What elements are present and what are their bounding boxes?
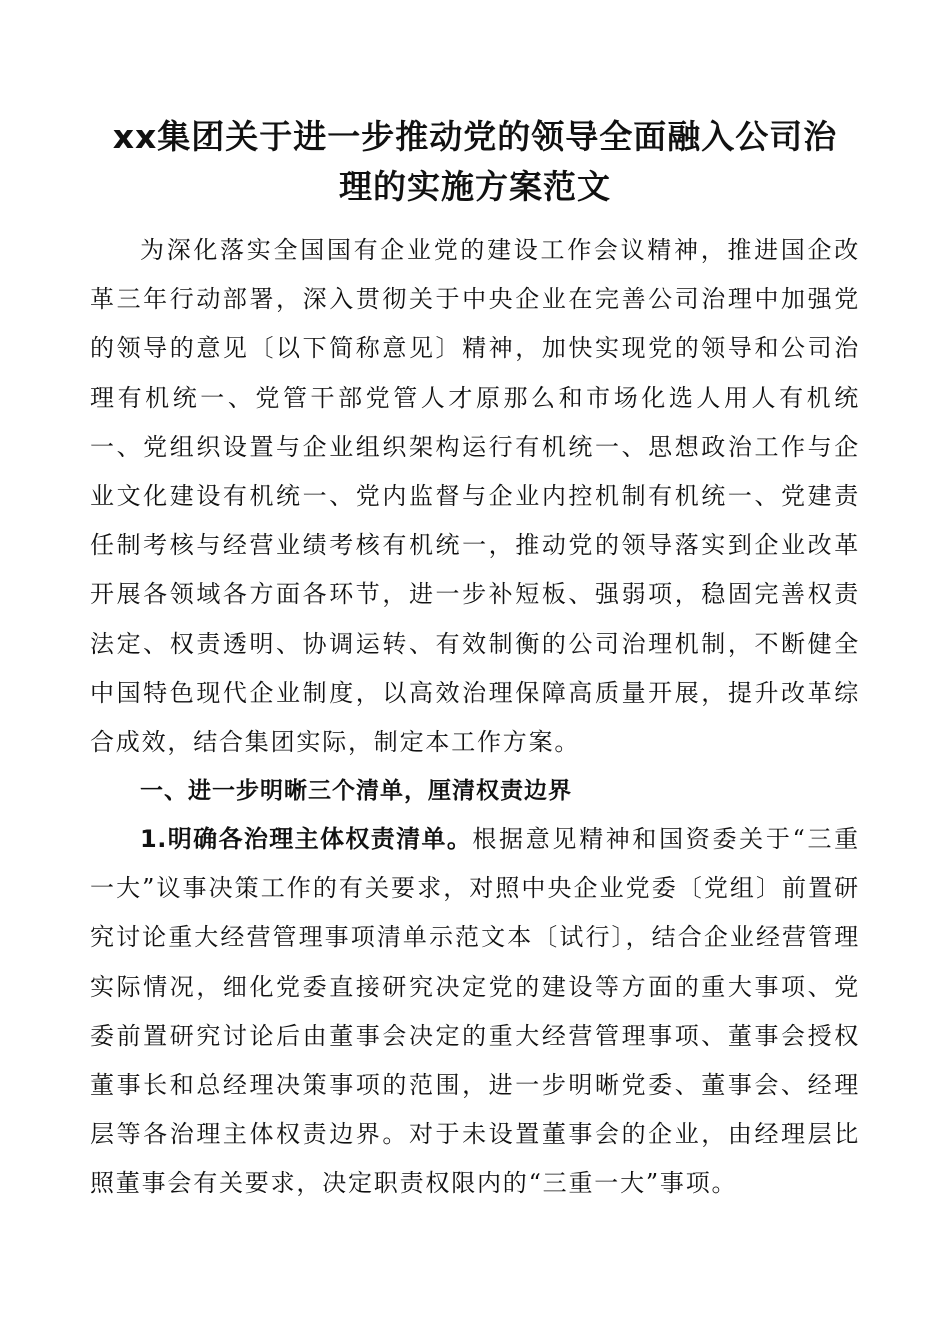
item-1-lead: 1.明确各治理主体权责清单。 [140,825,473,853]
intro-paragraph: 为深化落实全国国有企业党的建设工作会议精神，推进国企改革三年行动部署，深入贯彻关于中央企业在完善公司治理中加强党的领导的意见〔以下简称意见〕精神，加快实现党的领导和公司治理有机统一、党管干部党管人才原那么和市场化选人用人有机统一、党组织设置与企业组织架构运行有机统一、思想政治工作与企业文化建设有机统一、党内监督与企业内控机制有机统一、党建责任制考核与经营业绩考核有机统一，推动党的领导落实到企业改革开展各领域各方面各环节，进一步补短板、强弱项，稳固完善权责法定、权责透明、协调运转、有效制衡的公司治理机制，不断健全中国特色现代企业制度，以高效治理保障高质量开展，提升改革综合成效，结合集团实际，制定本工作方案。 [90,236,860,757]
section-heading-1: 一、进一步明晰三个清单，厘清权责边界 [140,778,572,804]
document-title: xx集团关于进一步推动党的领导全面融入公司治理的实施方案范文 [112,117,838,206]
section-1-item-1-paragraph [90,815,860,1209]
item-1-text: 根据意见精神和国资委关于“三重一大”议事决策工作的有关要求，对照中央企业党委〔党组〕前置研究讨论重大经营管理事项清单示范文本〔试行〕，结合企业经营管理实际情况，细化党委直接研究决定党的建设等方面的重大事项、党委前置研究讨论后由董事会决定的重大经营管理事项、董事会授权董事长和总经理决策事项的范围，进一步明晰党委、董事会、经理层等各治理主体权责边界。对于未设置董事会的企业，由经理层比照董事会有关要求，决定职责权限内的“三重一大”事项。 [90,825,860,1198]
